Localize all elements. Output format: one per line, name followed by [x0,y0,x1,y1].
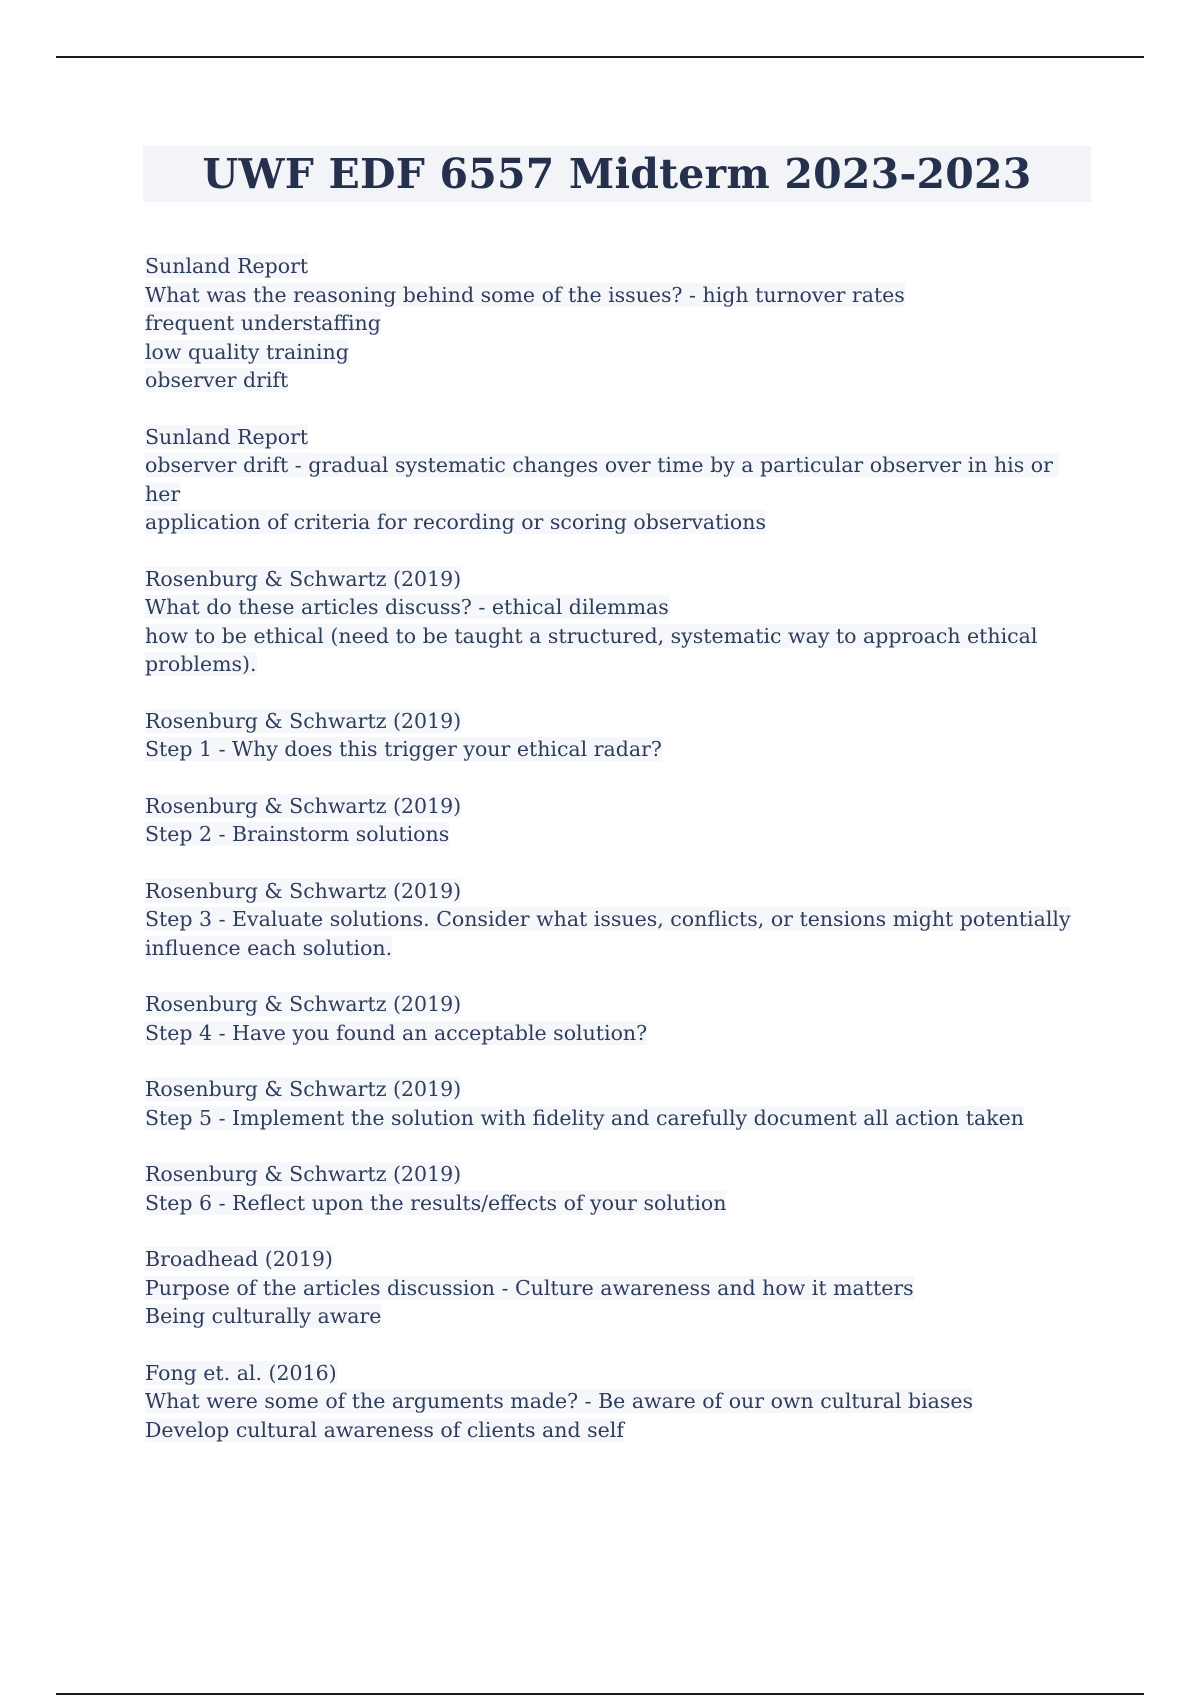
entry-line: application of criteria for recording or scoring observations [145,510,766,534]
entry-line: Step 3 - Evaluate solutions. Consider what issues, conflicts, or tensions might potentially [145,907,1071,931]
entry-line: observer drift [145,368,289,392]
qa-entry [145,252,1085,395]
qa-entry [145,1245,1085,1331]
entry-line: observer drift - gradual systematic changes over time by a particular observer in his or her [145,453,1060,506]
entry-line: Step 2 - Brainstorm solutions [145,822,450,846]
document-body [145,252,1085,1472]
qa-entry [145,1075,1085,1132]
entry-source: Rosenburg & Schwartz (2019) [145,1162,462,1186]
entry-source: Sunland Report [145,424,309,449]
entry-source: Rosenburg & Schwartz (2019) [145,708,462,733]
entry-line: What do these articles discuss? - ethical dilemmas [145,595,669,619]
entry-source: Rosenburg & Schwartz (2019) [145,793,462,818]
entry-line: Step 6 - Reflect upon the results/effects of your solution [145,1190,727,1215]
page-title: UWF EDF 6557 Midterm 2023-2023 [202,150,1032,198]
entry-source: Fong et. al. (2016) [145,1360,337,1385]
entry-line: how to be ethical (need to be taught a structured, systematic way to approach ethical [145,623,1038,648]
entry-line: frequent understaffing [145,311,381,335]
qa-entry [145,877,1085,963]
entry-source: Broadhead (2019) [145,1247,333,1271]
entry-line: What was the reasoning behind some of the issues? - high turnover rates [145,282,905,307]
qa-entry [145,990,1085,1047]
entry-source: Rosenburg & Schwartz (2019) [145,992,462,1016]
entry-source: Rosenburg & Schwartz (2019) [145,878,462,903]
qa-entry [145,565,1085,679]
entry-line: Being culturally aware [145,1304,382,1328]
entry-line: influence each solution. [145,935,393,960]
qa-entry [145,792,1085,849]
entry-line: Develop cultural awareness of clients and self [145,1417,624,1442]
entry-line: What were some of the arguments made? - Be aware of our own cultural biases [145,1389,974,1413]
entry-line: Step 1 - Why does this trigger your ethical radar? [145,737,662,761]
entry-line: low quality training [145,339,349,364]
entry-line: Purpose of the articles discussion - Culture awareness and how it matters [145,1275,914,1300]
qa-entry [145,1160,1085,1217]
title-band [143,146,1091,202]
entry-line: Step 5 - Implement the solution with fidelity and carefully document all action taken [145,1105,1024,1130]
top-divider [56,56,1144,58]
entry-line: problems). [145,652,257,676]
entry-source: Sunland Report [145,254,309,278]
entry-source: Rosenburg & Schwartz (2019) [145,566,462,591]
qa-entry [145,707,1085,764]
qa-entry [145,423,1085,537]
qa-entry [145,1359,1085,1445]
bottom-divider [56,1693,1144,1695]
entry-source: Rosenburg & Schwartz (2019) [145,1077,462,1101]
entry-line: Step 4 - Have you found an acceptable solution? [145,1020,648,1045]
